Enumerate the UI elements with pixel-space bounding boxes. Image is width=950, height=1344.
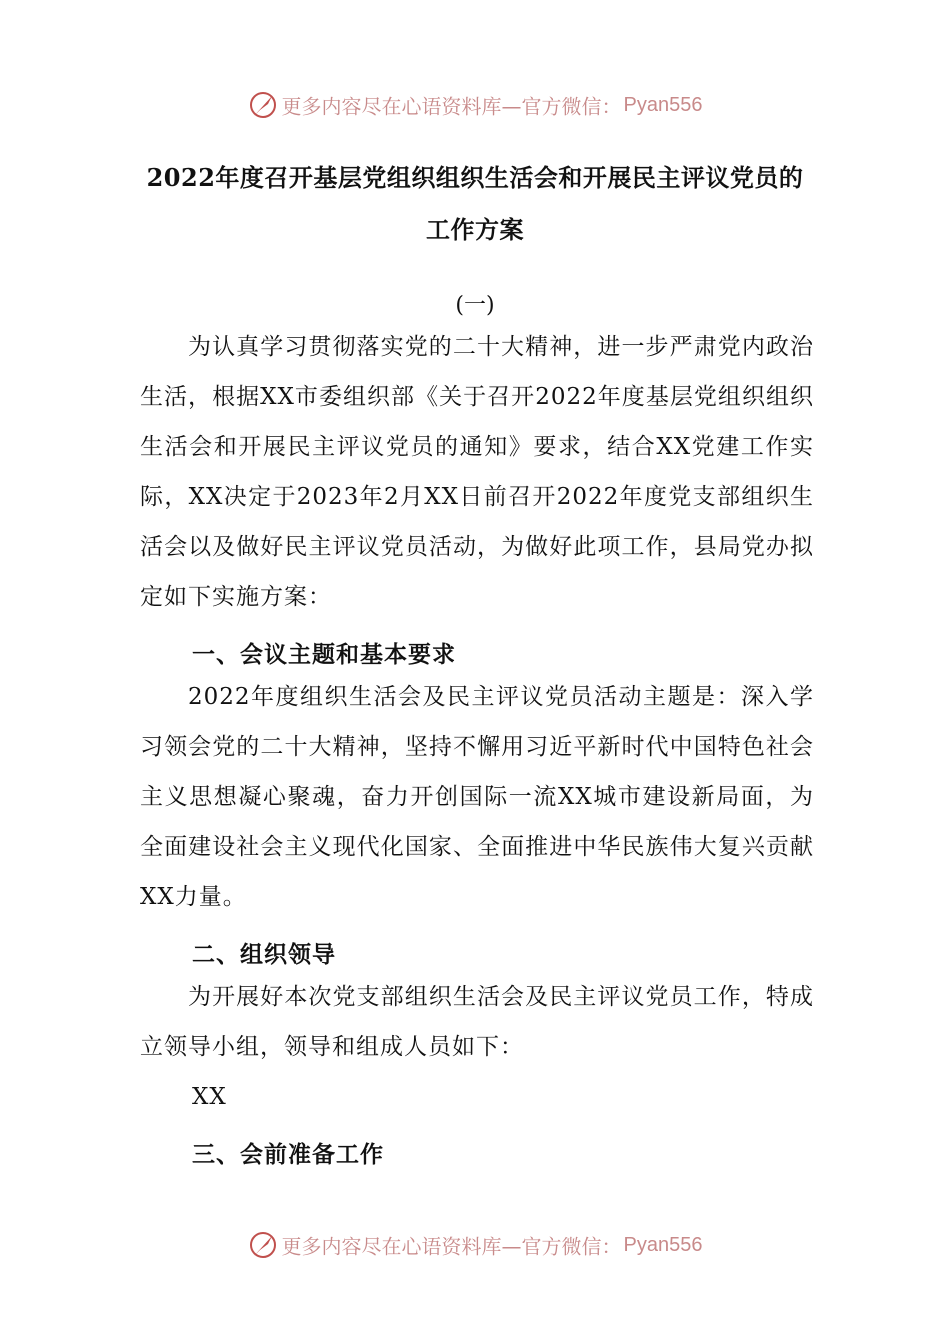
- watermark-text: 更多内容尽在心语资料库—官方微信：: [281, 1234, 622, 1259]
- quill-logo-icon: [248, 90, 278, 120]
- watermark-id: Pyan556: [623, 93, 703, 116]
- heading-2: 二、组织领导: [192, 941, 336, 968]
- heading-1: 一、会议主题和基本要求: [192, 641, 456, 668]
- quill-logo-icon: [248, 1230, 278, 1260]
- watermark-id: Pyan556: [623, 1233, 703, 1256]
- heading-3: 三、会前准备工作: [192, 1141, 384, 1168]
- paragraph-2: 为开展好本次党支部组织生活会及民主评议党员工作，特成立领导小组，领导和组成人员如下：: [140, 984, 814, 1060]
- members-text: XX: [192, 1084, 227, 1110]
- watermark-text: 更多内容尽在心语资料库—官方微信：: [281, 94, 622, 119]
- paragraph-1: 2022年度组织生活会及民主评议党员活动主题是：深入学习领会党的二十大精神，坚持不懈用习近平新时代中国特色社会主义思想凝心聚魂，奋力开创国际一流XX城市建设新局面，为全面建设社会主义现代化国家、全面推进中华民族伟大复兴贡献XX力量。: [140, 684, 814, 910]
- document-title-line2: 工作方案: [426, 215, 524, 244]
- watermark-footer: [0, 1230, 950, 1260]
- watermark-header: [0, 90, 950, 120]
- intro-paragraph: 为认真学习贯彻落实党的二十大精神，进一步严肃党内政治生活，根据XX市委组织部《关于召开2022年度基层党组织组织生活会和开展民主评议党员的通知》要求，结合XX党建工作实际，XX决定于2023年2月XX日前召开2022年度党支部组织生活会以及做好民主评议党员活动，为做好此项工作，县局党办拟定如下实施方案：: [140, 334, 814, 610]
- document-title-line1: 2022年度召开基层党组织组织生活会和开展民主评议党员的: [146, 163, 804, 192]
- section-mark: (一): [455, 293, 495, 318]
